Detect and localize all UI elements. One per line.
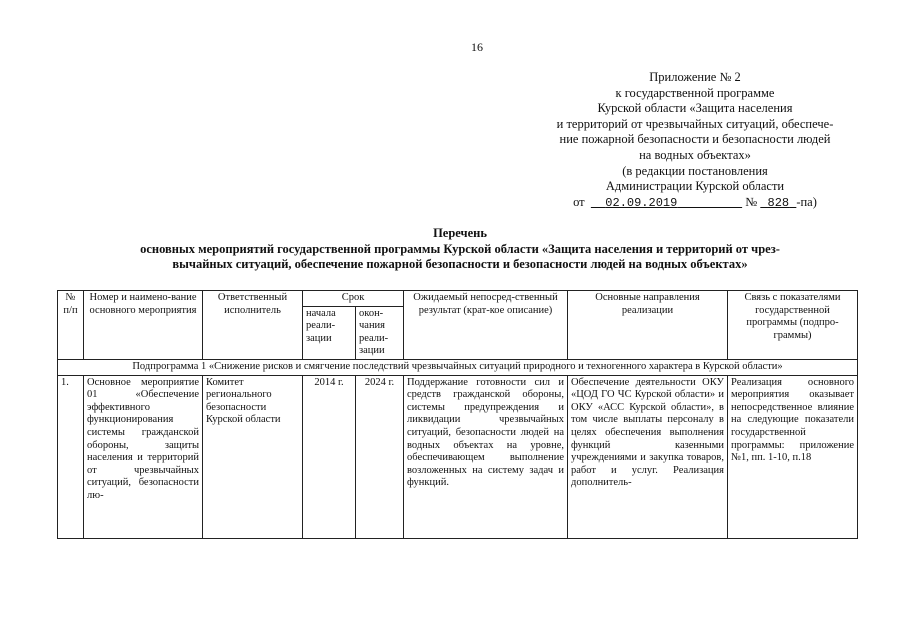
header-executor: Ответственный исполнитель (203, 291, 303, 360)
header-term-start: начала реали-зации (303, 306, 356, 359)
document-title (60, 226, 860, 273)
title-line: основных мероприятий государственной программы Курской области «Защита населения и территорий от чрез- (140, 241, 780, 256)
page-number: 16 (471, 40, 483, 54)
header-link: Связь с показателями государственной программы (подпро-граммы) (728, 291, 858, 360)
row-executor: Комитет регионального безопасности Курской области (203, 375, 303, 538)
row-result: Поддержание готовности сил и средств гражданской обороны, системы предупреждения и ликвидации чрезвычайных ситуаций, безопасности людей на водных объектах на уровне, обеспечивающем выполнение возложенных на систему задач и функций. (404, 375, 568, 538)
row-start: 2014 г. (303, 375, 356, 538)
header-name: Номер и наимено-вание основного мероприятия (84, 291, 203, 360)
activities-table (57, 290, 858, 539)
subprogram-title: Подпрограмма 1 «Снижение рисков и смягчение последствий чрезвычайных ситуаций природного и техногенного характера в Курской области» (58, 359, 858, 375)
appendix-line: на водных объектах» (639, 147, 751, 162)
appendix-date-line (520, 195, 870, 212)
document-number: 828 (767, 195, 790, 210)
header-result: Ожидаемый непосред-ственный результат (крат-кое описание) (404, 291, 568, 360)
table-row (58, 375, 858, 538)
title-line: вычайных ситуаций, обеспечение пожарной безопасности и безопасности людей на водных объектах» (172, 257, 748, 271)
title-line: Перечень (433, 226, 487, 240)
number-suffix: -па) (796, 194, 817, 209)
row-directions: Обеспечение деятельности ОКУ «ЦОД ГО ЧС Курской области» и ОКУ «АСС Курской области», в том числе выплаты персоналу в целях обеспечения выполнения функций казенными учреждениями и закупка товаров, работ и услуг. Реализация дополнитель- (568, 375, 728, 538)
row-name: Основное мероприятие 01 «Обеспечение эффективного функционирования системы гражданской обороны, защиты населения и территорий от чрезвычайных ситуаций, безопасности лю- (84, 375, 203, 538)
appendix-line: Приложение № 2 (649, 70, 741, 84)
row-num: 1. (58, 375, 84, 538)
header-directions: Основные направления реализации (568, 291, 728, 360)
appendix-line: Администрации Курской области (605, 179, 785, 194)
appendix-line: и территорий от чрезвычайных ситуаций, обеспече- (556, 116, 834, 131)
appendix-line: к государственной программе (615, 85, 775, 100)
header-num: № п/п (58, 291, 84, 360)
row-link: Реализация основного мероприятия оказывает непосредственное влияние на следующие показатели государственной программы: приложение №1, пп. 1-10, п.18 (728, 375, 858, 538)
header-term: Срок (303, 291, 404, 307)
appendix-header (520, 70, 870, 211)
row-end: 2024 г. (356, 375, 404, 538)
appendix-line: ние пожарной безопасности и безопасности людей (559, 132, 831, 147)
number-prefix: № (745, 194, 758, 209)
header-term-end: окон-чания реали-зации (356, 306, 404, 359)
table-header-row (58, 291, 858, 307)
subprogram-row (58, 359, 858, 375)
appendix-line: (в редакции постановления (622, 163, 768, 178)
date-prefix: от (573, 194, 585, 209)
document-date: 02.09.2019 (605, 195, 678, 210)
appendix-line: Курской области «Защита населения (597, 101, 793, 116)
